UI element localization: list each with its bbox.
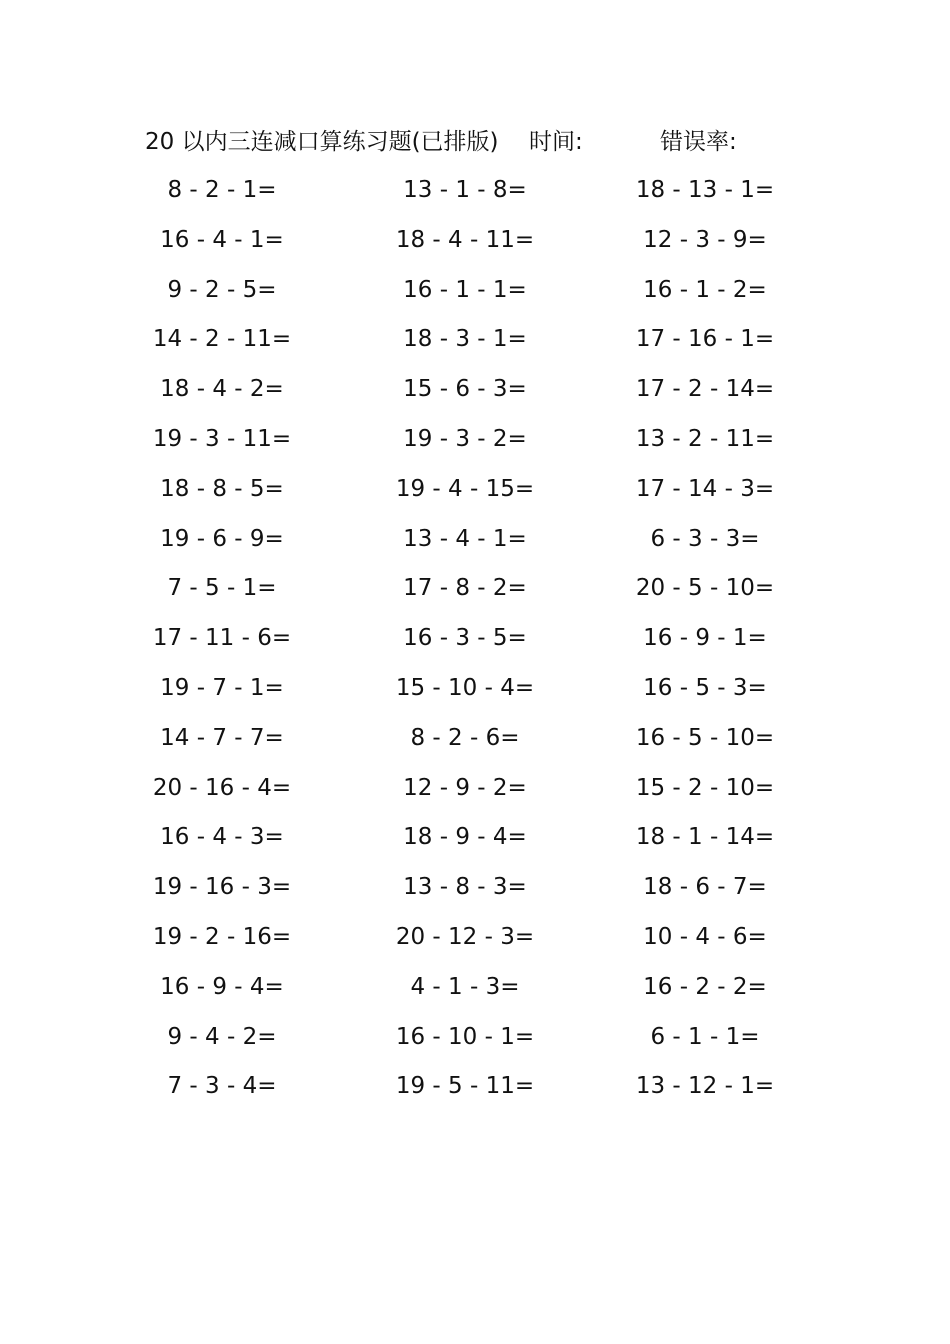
worksheet-header [145,124,865,160]
subtraction-problem: 18 - 4 - 2= [160,376,284,403]
subtraction-problem: 19 - 16 - 3= [152,874,292,901]
subtraction-problem: 10 - 4 - 6= [643,923,767,950]
problem-row [0,913,950,963]
problem-row [0,1013,950,1063]
problem-grid [0,166,950,1112]
problem-row [0,564,950,614]
problem-row [0,614,950,664]
subtraction-problem: 16 - 1 - 1= [403,276,527,303]
subtraction-problem: 17 - 14 - 3= [635,475,775,502]
problem-row [0,415,950,465]
problem-row [0,714,950,764]
subtraction-problem: 19 - 2 - 16= [152,923,292,950]
subtraction-problem: 6 - 3 - 3= [650,525,760,552]
subtraction-problem: 17 - 16 - 1= [635,326,775,353]
problem-row [0,963,950,1013]
subtraction-problem: 19 - 4 - 15= [395,475,535,502]
subtraction-problem: 16 - 5 - 3= [643,674,767,701]
time-label: 时间: [529,129,583,155]
subtraction-problem: 16 - 5 - 10= [635,724,775,751]
subtraction-problem: 16 - 1 - 2= [643,276,767,303]
subtraction-problem: 9 - 2 - 5= [167,276,277,303]
subtraction-problem: 18 - 8 - 5= [160,475,284,502]
problem-row [0,365,950,415]
subtraction-problem: 9 - 4 - 2= [167,1023,277,1050]
error-rate-label: 错误率: [660,129,737,155]
subtraction-problem: 16 - 4 - 1= [160,226,284,253]
subtraction-problem: 13 - 1 - 8= [403,177,527,203]
subtraction-problem: 17 - 11 - 6= [152,625,292,652]
subtraction-problem: 19 - 5 - 11= [395,1073,535,1100]
subtraction-problem: 18 - 1 - 14= [635,824,775,851]
subtraction-problem: 6 - 1 - 1= [650,1023,760,1050]
problem-row [0,166,950,216]
subtraction-problem: 13 - 4 - 1= [403,525,527,552]
problem-row [0,315,950,365]
problem-row [0,863,950,913]
subtraction-problem: 15 - 10 - 4= [395,674,535,701]
problem-row [0,266,950,316]
subtraction-problem: 20 - 16 - 4= [152,774,292,801]
subtraction-problem: 4 - 1 - 3= [410,973,520,1000]
subtraction-problem: 18 - 4 - 11= [395,226,535,253]
problem-row [0,1062,950,1112]
subtraction-problem: 14 - 7 - 7= [160,724,284,751]
subtraction-problem: 18 - 6 - 7= [643,874,767,901]
subtraction-problem: 17 - 8 - 2= [403,575,527,602]
subtraction-problem: 12 - 3 - 9= [643,226,767,253]
subtraction-problem: 15 - 2 - 10= [635,774,775,801]
problem-row [0,813,950,863]
subtraction-problem: 13 - 8 - 3= [403,874,527,901]
subtraction-problem: 17 - 2 - 14= [635,376,775,403]
subtraction-problem: 19 - 3 - 11= [152,425,292,452]
subtraction-problem: 16 - 2 - 2= [643,973,767,1000]
subtraction-problem: 15 - 6 - 3= [403,376,527,403]
subtraction-problem: 8 - 2 - 1= [167,177,277,203]
subtraction-problem: 16 - 9 - 4= [160,973,284,1000]
problem-row [0,515,950,565]
subtraction-problem: 13 - 2 - 11= [635,425,775,452]
subtraction-problem: 20 - 12 - 3= [395,923,535,950]
subtraction-problem: 7 - 5 - 1= [167,575,277,602]
subtraction-problem: 16 - 3 - 5= [403,625,527,652]
problem-row [0,664,950,714]
subtraction-problem: 8 - 2 - 6= [410,724,520,751]
subtraction-problem: 16 - 9 - 1= [643,625,767,652]
subtraction-problem: 18 - 13 - 1= [635,177,775,203]
worksheet-title: 20 以内三连减口算练习题(已排版) [145,129,499,155]
subtraction-problem: 16 - 4 - 3= [160,824,284,851]
subtraction-problem: 19 - 3 - 2= [403,425,527,452]
subtraction-problem: 20 - 5 - 10= [635,575,775,602]
subtraction-problem: 18 - 3 - 1= [403,326,527,353]
subtraction-problem: 12 - 9 - 2= [403,774,527,801]
subtraction-problem: 13 - 12 - 1= [635,1073,775,1100]
subtraction-problem: 19 - 6 - 9= [160,525,284,552]
subtraction-problem: 19 - 7 - 1= [160,674,284,701]
subtraction-problem: 14 - 2 - 11= [152,326,292,353]
subtraction-problem: 16 - 10 - 1= [395,1023,535,1050]
problem-row [0,764,950,814]
problem-row [0,216,950,266]
problem-row [0,465,950,515]
subtraction-problem: 18 - 9 - 4= [403,824,527,851]
subtraction-problem: 7 - 3 - 4= [167,1073,277,1100]
